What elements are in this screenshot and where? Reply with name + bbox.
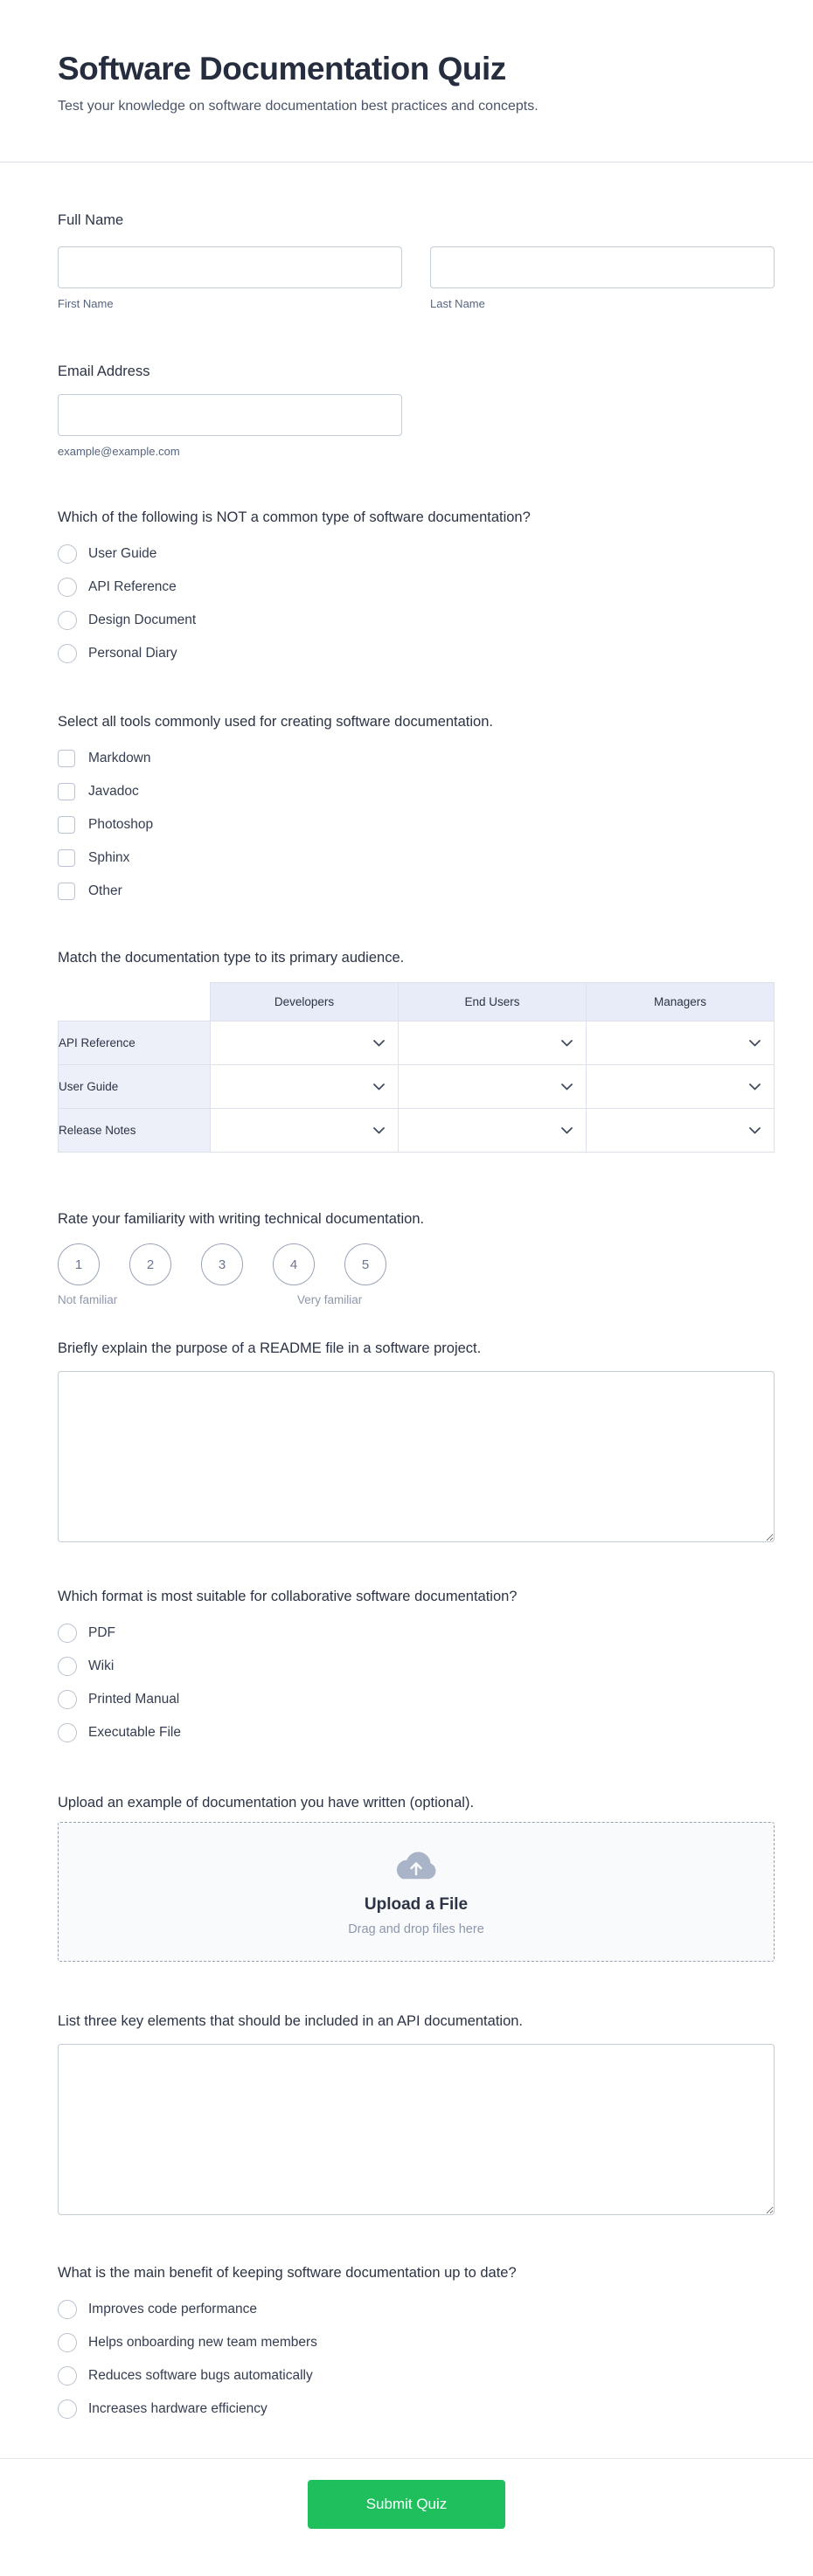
radio-button-icon	[58, 644, 77, 663]
checkbox-option[interactable]	[58, 848, 775, 869]
radio-option-label: PDF	[88, 1625, 115, 1640]
last-name-sublabel: Last Name	[430, 297, 485, 310]
radio-option[interactable]	[58, 1722, 775, 1743]
question-tools	[58, 713, 775, 902]
radio-option-label: User Guide	[88, 546, 157, 561]
api-elements-textarea[interactable]	[58, 2044, 775, 2215]
scale-option-2[interactable]: 2	[129, 1243, 171, 1285]
radio-option-label: Wiki	[88, 1658, 115, 1673]
first-name-input[interactable]	[58, 246, 402, 288]
radio-option[interactable]	[58, 1656, 775, 1677]
chevron-down-icon	[561, 1127, 573, 1134]
checkbox-option[interactable]	[58, 881, 775, 902]
radio-button-icon	[58, 1624, 77, 1643]
first-name-sublabel: First Name	[58, 297, 114, 310]
checkbox-option-label: Photoshop	[88, 817, 154, 832]
radio-option-label: Increases hardware efficiency	[88, 2401, 268, 2416]
scale-min-caption: Not familiar	[58, 1293, 118, 1306]
question-scale	[58, 1210, 775, 1308]
checkbox-option[interactable]	[58, 748, 775, 769]
matrix-column-header: Developers	[211, 983, 399, 1021]
checkbox-icon	[58, 883, 75, 900]
matrix-column-header: Managers	[587, 983, 775, 1021]
radio-option[interactable]	[58, 544, 775, 564]
checkbox-icon	[58, 783, 75, 800]
matrix-select[interactable]	[399, 1109, 587, 1153]
chevron-down-icon	[373, 1127, 385, 1134]
chevron-down-icon	[373, 1040, 385, 1047]
radio-option-label: Reduces software bugs automatically	[88, 2368, 313, 2383]
question-doc-type	[58, 509, 775, 664]
checkbox-icon	[58, 816, 75, 834]
checkbox-option-label: Markdown	[88, 751, 151, 765]
radio-option[interactable]	[58, 1689, 775, 1710]
question-label: Briefly explain the purpose of a README file in a software project.	[58, 1340, 482, 1356]
upload-cloud-icon	[392, 1848, 441, 1883]
question-api-elements	[58, 2012, 775, 2215]
question-readme	[58, 1340, 775, 1542]
email-label: Email Address	[58, 364, 150, 379]
radio-option[interactable]	[58, 1623, 775, 1644]
scale-option-5[interactable]: 5	[344, 1243, 386, 1285]
radio-button-icon	[58, 1690, 77, 1709]
radio-option[interactable]	[58, 610, 775, 631]
question-format	[58, 1588, 775, 1743]
radio-button-icon	[58, 1657, 77, 1676]
radio-button-icon	[58, 544, 77, 564]
scale-max-caption: Very familiar	[297, 1293, 363, 1306]
checkbox-option-label: Sphinx	[88, 850, 130, 865]
radio-option-label: API Reference	[88, 579, 177, 594]
chevron-down-icon	[561, 1084, 573, 1091]
radio-button-icon	[58, 2333, 77, 2352]
page-subtitle: Test your knowledge on software documentation best practices and concepts.	[58, 99, 539, 114]
matrix-select[interactable]	[587, 1021, 775, 1065]
checkbox-option[interactable]	[58, 781, 775, 802]
scale-option-3[interactable]: 3	[201, 1243, 243, 1285]
form-content	[0, 211, 813, 2420]
checkbox-option[interactable]	[58, 814, 775, 835]
matrix-select[interactable]	[211, 1021, 399, 1065]
chevron-down-icon	[373, 1084, 385, 1091]
question-matrix	[58, 949, 775, 1153]
upload-hint: Drag and drop files here	[348, 1922, 484, 1936]
chevron-down-icon	[749, 1084, 761, 1091]
checkbox-option-label: Javadoc	[88, 784, 139, 799]
question-label: Select all tools commonly used for creating software documentation.	[58, 714, 493, 730]
radio-option[interactable]	[58, 577, 775, 598]
question-label: List three key elements that should be included in an API documentation.	[58, 2013, 524, 2029]
page-title: Software Documentation Quiz	[58, 51, 506, 87]
matrix-corner-cell	[59, 983, 211, 1021]
matrix-select[interactable]	[399, 1021, 587, 1065]
email-input[interactable]	[58, 394, 402, 436]
scale-option-4[interactable]: 4	[273, 1243, 315, 1285]
radio-button-icon	[58, 578, 77, 597]
question-upload	[58, 1794, 775, 1962]
radio-option-label: Design Document	[88, 613, 197, 627]
email-sublabel: example@example.com	[58, 445, 180, 458]
chevron-down-icon	[561, 1040, 573, 1047]
last-name-input[interactable]	[430, 246, 775, 288]
radio-option[interactable]	[58, 2399, 775, 2420]
radio-option-label: Improves code performance	[88, 2302, 257, 2316]
field-full-name	[58, 211, 775, 310]
matrix-table	[58, 982, 775, 1153]
radio-option[interactable]	[58, 2365, 775, 2386]
matrix-select[interactable]	[587, 1109, 775, 1153]
scale-option-1[interactable]: 1	[58, 1243, 100, 1285]
radio-button-icon	[58, 2300, 77, 2319]
radio-option-label: Executable File	[88, 1725, 181, 1740]
question-label: Upload an example of documentation you have written (optional).	[58, 1795, 475, 1811]
submit-button[interactable]: Submit Quiz	[308, 2480, 505, 2529]
full-name-label: Full Name	[58, 212, 124, 228]
form-header	[0, 0, 813, 163]
readme-textarea[interactable]	[58, 1371, 775, 1542]
matrix-row-header: Release Notes	[59, 1109, 211, 1153]
question-label: Rate your familiarity with writing technical documentation.	[58, 1211, 425, 1227]
chevron-down-icon	[749, 1127, 761, 1134]
matrix-select[interactable]	[211, 1065, 399, 1109]
matrix-row-header: User Guide	[59, 1065, 211, 1109]
question-label: Match the documentation type to its primary audience.	[58, 950, 405, 966]
question-label: Which of the following is NOT a common type of software documentation?	[58, 509, 531, 525]
radio-button-icon	[58, 1723, 77, 1742]
radio-option[interactable]	[58, 2332, 775, 2353]
file-upload-dropzone[interactable]	[58, 1822, 775, 1962]
upload-button-label: Upload a File	[364, 1894, 469, 1914]
radio-option-label: Printed Manual	[88, 1692, 180, 1707]
matrix-column-header: End Users	[399, 983, 587, 1021]
question-label: What is the main benefit of keeping software documentation up to date?	[58, 2265, 517, 2281]
checkbox-icon	[58, 750, 75, 767]
matrix-select[interactable]	[211, 1109, 399, 1153]
radio-button-icon	[58, 2366, 77, 2386]
checkbox-icon	[58, 849, 75, 867]
scale-rating	[58, 1243, 775, 1285]
question-benefit	[58, 2264, 775, 2420]
checkbox-option-label: Other	[88, 883, 122, 898]
matrix-select[interactable]	[587, 1065, 775, 1109]
radio-option-label: Helps onboarding new team members	[88, 2335, 317, 2350]
matrix-select[interactable]	[399, 1065, 587, 1109]
field-email	[58, 363, 775, 458]
radio-button-icon	[58, 611, 77, 630]
radio-button-icon	[58, 2399, 77, 2419]
radio-option-label: Personal Diary	[88, 646, 177, 661]
radio-option[interactable]	[58, 2299, 775, 2320]
chevron-down-icon	[749, 1040, 761, 1047]
matrix-row-header: API Reference	[59, 1021, 211, 1065]
submit-section	[0, 2459, 813, 2529]
question-label: Which format is most suitable for collaborative software documentation?	[58, 1589, 518, 1604]
radio-option[interactable]	[58, 643, 775, 664]
